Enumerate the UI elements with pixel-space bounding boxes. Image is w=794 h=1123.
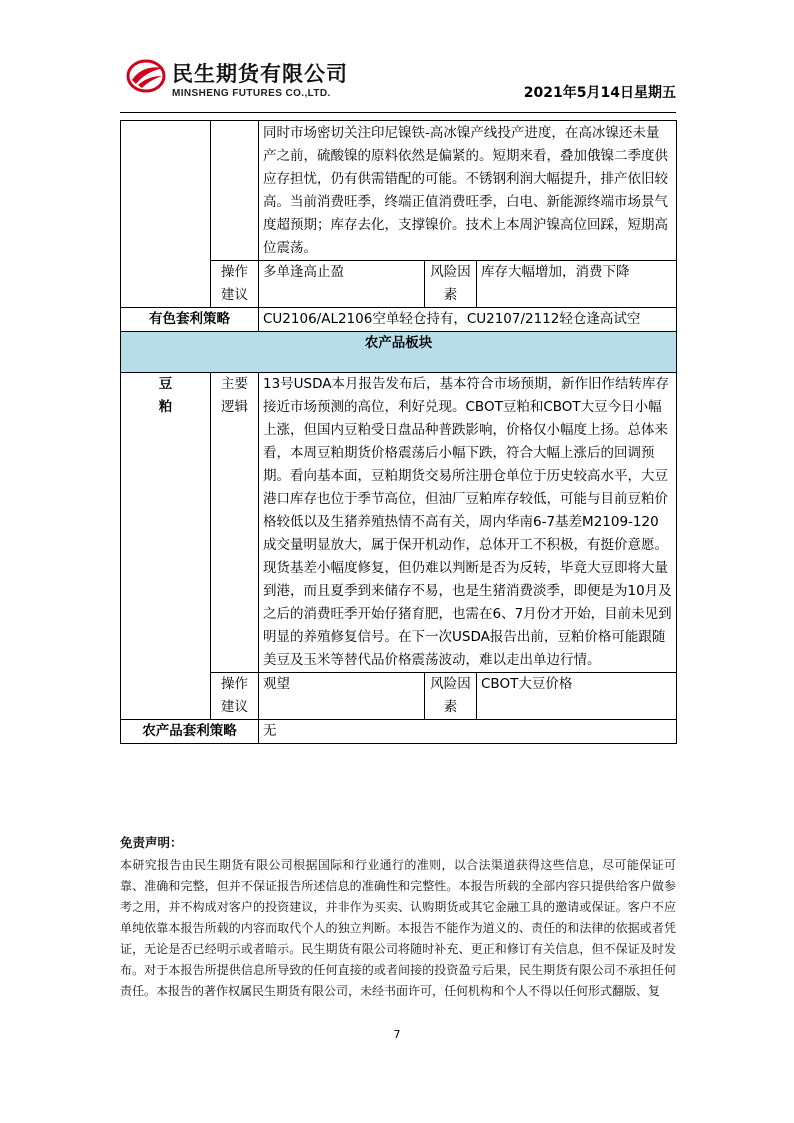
soymeal-op-value: 观望 (259, 673, 425, 720)
soymeal-logic-label: 主要逻辑 (211, 373, 259, 673)
nickel-op-label: 操作建议 (211, 261, 259, 308)
soymeal-risk-value: CBOT大豆价格 (477, 673, 677, 720)
soymeal-logic-row (121, 373, 677, 673)
soymeal-op-label: 操作建议 (211, 673, 259, 720)
page-header (120, 48, 676, 110)
report-date: 2021年5月14日星期五 (523, 85, 676, 101)
nonferrous-arb-label: 有色套利策略 (121, 308, 259, 332)
strategy-table (120, 120, 677, 744)
soymeal-logic-text: 13号USDA本月报告发布后，基本符合市场预期，新作旧作结转库存接近市场预测的高位，利好兑现。CBOT豆粕和CBOT大豆今日小幅上涨，但国内豆粕受日盘品种普跌影响，价格仅小幅度上扬。总体来看，本周豆粕期货价格震荡后小幅下跌，符合大幅上涨后的回调预期。看向基本面，豆粕期货交易所注册仓单位于历史较高水平，大豆港口库存也位于季节高位，但油厂豆粕库存较低，可能与目前豆粕价格较低以及生猪养殖热情不高有关，周内华南6-7基差M2109-120成交量明显放大，属于保开机动作，总体开工不积极，有挺价意愿。现货基差小幅度修复，但仍难以判断是否为反转，毕竟大豆即将大量到港，而且夏季到来储存不易，也是生猪消费淡季，即便是为10月及之后的消费旺季开始仔猪育肥，也需在6、7月份才开始，目前未见到明显的养殖修复信号。在下一次USDA报告出前，豆粕价格可能跟随美豆及玉米等替代品价格震荡波动，难以走出单边行情。 (259, 373, 677, 673)
company-name-cn: 民生期货有限公司 (172, 62, 348, 86)
soymeal-risk-label: 风险因素 (425, 673, 477, 720)
soymeal-product-label (121, 373, 211, 720)
disclaimer (120, 832, 676, 1002)
company-logo (126, 52, 426, 104)
nickel-op-value: 多单逢高止盈 (259, 261, 425, 308)
nickel-product-cell (121, 121, 211, 308)
header-divider (120, 112, 676, 113)
agri-arb-label: 农产品套利策略 (121, 720, 259, 744)
page-number: 7 (393, 1028, 401, 1041)
soymeal-product-text: 豆 粕 (158, 376, 173, 415)
agri-arb-value: 无 (259, 720, 677, 744)
agri-section-row (121, 332, 677, 373)
nickel-logic-row (121, 121, 677, 261)
nickel-risk-label: 风险因素 (425, 261, 477, 308)
company-name-en: MINSHENG FUTURES CO.,LTD. (172, 88, 331, 99)
nickel-logic-text: 同时市场密切关注印尼镍铁-高冰镍产线投产进度，在高冰镍还未量产之前，硫酸镍的原料依然是偏紧的。短期来看，叠加俄镍二季度供应存担忧，仍有供需错配的可能。不锈钢利润大幅提升，排产依旧较高。当前消费旺季，终端正值消费旺季，白电、新能源终端市场景气度超预期；库存去化，支撑镍价。技术上本周沪镍高位回踩，短期高位震荡。 (259, 121, 677, 261)
nickel-risk-value: 库存大幅增加，消费下降 (477, 261, 677, 308)
disclaimer-title: 免责声明： (120, 835, 183, 850)
agri-section-title: 农产品板块 (121, 332, 677, 373)
nickel-logic-label-cell (211, 121, 259, 261)
nonferrous-arb-value: CU2106/AL2106空单轻仓持有，CU2107/2112轻仓逢高试空 (259, 308, 677, 332)
minsheng-logo-icon (126, 58, 166, 94)
agri-arb-row (121, 720, 677, 744)
nonferrous-arb-row (121, 308, 677, 332)
disclaimer-body: 本研究报告由民生期货有限公司根据国际和行业通行的准则，以合法渠道获得这些信息，尽可能保证可靠、准确和完整，但并不保证报告所述信息的准确性和完整性。本报告所载的全部内容只提供给客户做参考之用，并不构成对客户的投资建议，并非作为买卖、认购期货或其它金融工具的邀请或保证。客户不应单纯依靠本报告所载的内容而取代个人的独立判断。本报告不能作为道义的、责任的和法律的依据或者凭证，无论是否已经明示或者暗示。民生期货有限公司将随时补充、更正和修订有关信息，但不保证及时发布。对于本报告所提供信息所导致的任何直接的或者间接的投资盈亏后果，民生期货有限公司不承担任何责任。本报告的著作权属民生期货有限公司，未经书面许可，任何机构和个人不得以任何形式翻版、复 (120, 858, 676, 998)
